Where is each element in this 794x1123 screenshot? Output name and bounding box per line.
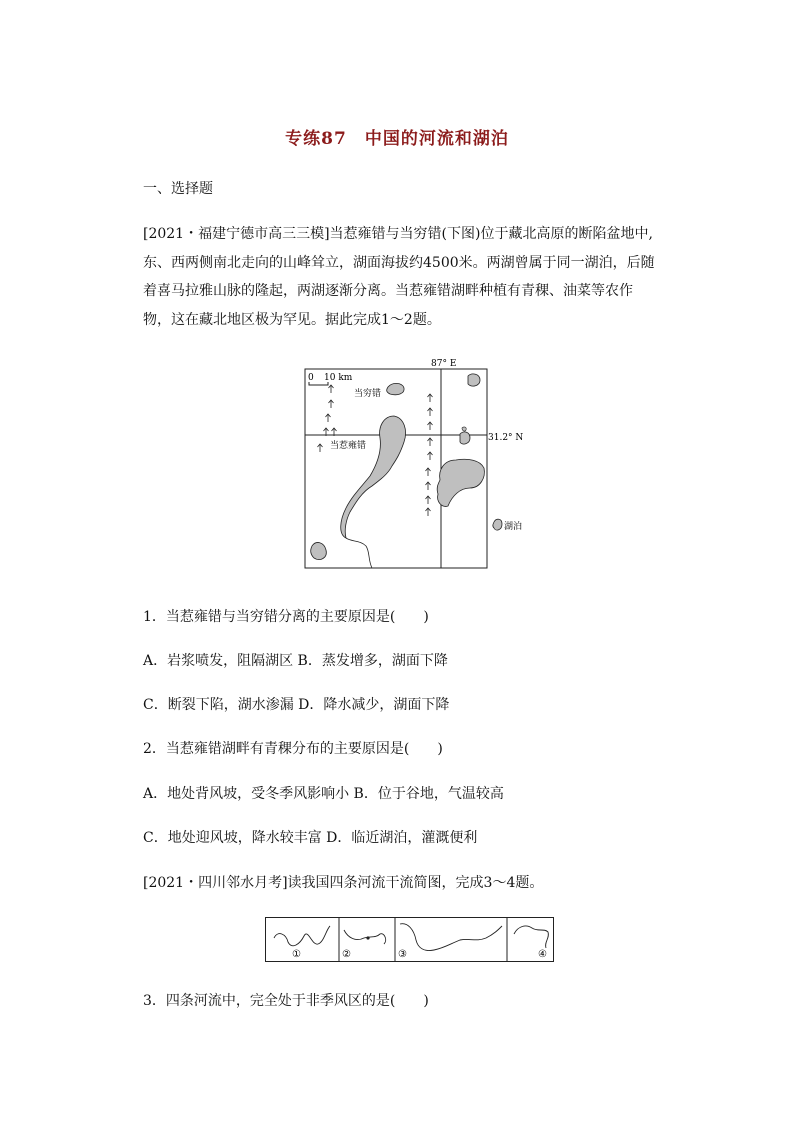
question-2-options-cd: C．地处迎风坡，降水较丰富 D．临近湖泊，灌溉便利 [143, 830, 478, 846]
lake-small-e [460, 432, 470, 444]
label-dangqiong: 当穷错 [354, 389, 382, 399]
question-3-stem: 3．四条河流中，完全处于非季风区的是( ) [143, 993, 429, 1009]
question-2-stem: 2．当惹雍错湖畔有青稞分布的主要原因是( ) [143, 741, 443, 757]
section-heading: 一、选择题 [143, 181, 213, 197]
river-2-label: ② [342, 949, 351, 960]
scale-zero: 0 [308, 373, 314, 383]
legend-lake-symbol [493, 519, 502, 530]
river-1-label: ① [292, 949, 301, 960]
page-title: 专练87 中国的河流和湖泊 [285, 129, 509, 149]
scale-label: 10 km [324, 373, 353, 383]
question-1-stem: 1．当惹雍错与当穷错分离的主要原因是( ) [143, 609, 429, 625]
lake-map-figure [300, 356, 540, 572]
lake-small-sw [311, 543, 327, 560]
legend-lake-label: 湖泊 [504, 522, 523, 532]
latitude-label: 31.2° N [488, 433, 524, 443]
question-1-options-ab: A．岩浆喷发，阻隔湖区 B．蒸发增多，湖面下降 [143, 653, 448, 669]
rivers-figure [264, 916, 556, 964]
intro-paragraph-2: [2021・四川邻水月考]读我国四条河流干流简图，完成3～4题。 [143, 875, 544, 891]
river-4-label: ④ [538, 949, 547, 960]
question-2-options-ab: A．地处背风坡，受冬季风影响小 B．位于谷地，气温较高 [143, 786, 504, 802]
label-dangreyong: 当惹雍错 [330, 441, 367, 451]
lake-tiny-e [462, 427, 466, 431]
longitude-label: 87° E [431, 359, 457, 369]
lake-small-ne [468, 374, 480, 386]
question-1-options-cd: C．断裂下陷，湖水渗漏 D．降水减少，湖面下降 [143, 697, 450, 713]
river-3-label: ③ [398, 949, 407, 960]
intro-paragraph-1: [2021・福建宁德市高三三模]当惹雍错与当穷错(下图)位于藏北高原的断陷盆地中,东、西两侧南北走向的山峰耸立，湖面海拔约4500米。两湖曾属于同一湖泊，后随着喜马拉雅山脉的隆起，两湖逐渐分离。当惹雍错湖畔种植有青稞、油菜等农作物，这在藏北地区极为罕见。据此完成1～2题。 [143, 226, 655, 328]
